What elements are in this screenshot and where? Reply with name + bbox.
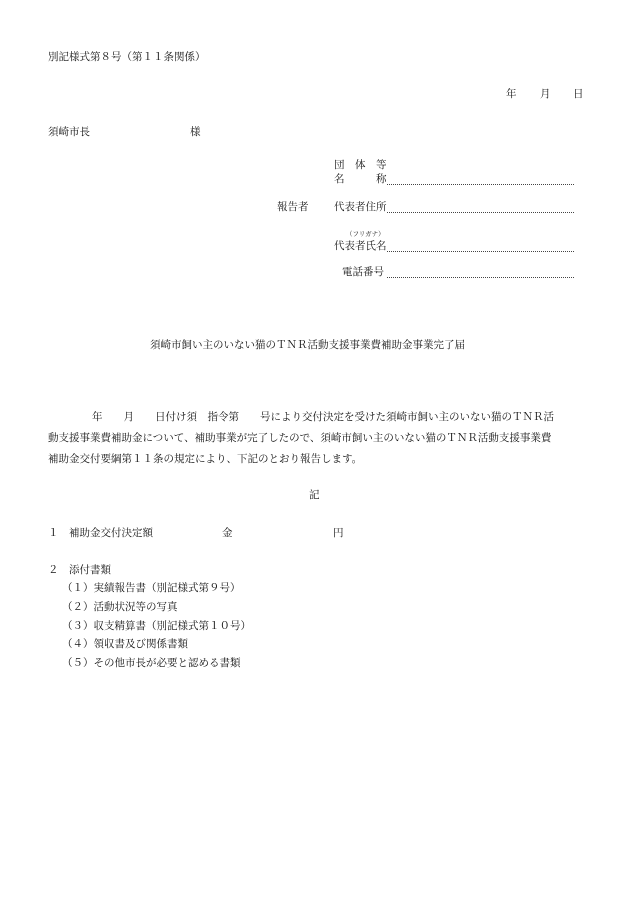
ki-heading: 記 [309, 489, 320, 501]
date-month: 月 [540, 88, 551, 100]
item1-number: １ [48, 527, 59, 539]
rep-name-field[interactable] [387, 251, 574, 252]
date-year: 年 [506, 88, 517, 100]
org-name-field[interactable] [387, 184, 574, 185]
attachment-item: （５）その他市長が必要と認める書類 [62, 657, 241, 669]
org-label-line2-b: 称 [376, 173, 387, 185]
org-label-line2-a: 名 [334, 173, 345, 185]
attachment-item: （２）活動状況等の写真 [62, 601, 178, 613]
date-day: 日 [573, 88, 584, 100]
addressee-honorific: 様 [190, 126, 201, 138]
attachment-item: （１）実績報告書（別記様式第９号） [62, 582, 241, 594]
body-line-2: 動支援事業費補助金について、補助事業が完了したので、須崎市飼い主のいない猫のＴＮＲ活動支援事業費 [48, 432, 552, 444]
document-title: 須崎市飼い主のいない猫のＴＮＲ活動支援事業費補助金事業完了届 [150, 339, 465, 351]
item2-number: ２ [48, 564, 59, 576]
body-line-1 [48, 407, 588, 428]
phone-label: 電話番号 [342, 266, 384, 278]
addressee-name: 須崎市長 [48, 126, 90, 138]
address-field[interactable] [387, 212, 574, 213]
org-label-line1: 団 体 等 [334, 159, 387, 171]
rep-name-label: 代表者氏名 [334, 240, 387, 252]
furigana-label: （フリガナ） [346, 230, 385, 238]
phone-field[interactable] [387, 277, 574, 278]
item1-unit: 円 [333, 527, 344, 539]
address-label: 代表者住所 [334, 201, 387, 213]
reporter-label: 報告者 [277, 201, 309, 213]
item1-label: 補助金交付決定額 [69, 527, 153, 539]
form-number: 別記様式第８号（第１１条関係） [48, 51, 206, 63]
attachment-item: （４）領収書及び関係書類 [62, 638, 188, 650]
item1-currency-prefix: 金 [222, 527, 233, 539]
item2-label: 添付書類 [69, 564, 111, 576]
body-paragraph [48, 407, 588, 470]
attachment-item: （３）収支精算書（別記様式第１０号） [62, 620, 251, 632]
body-line-1-text: 年 月 日付け須 指令第 号により交付決定を受けた須崎市飼い主のいない猫のＴＮＲ活 [92, 411, 554, 423]
body-line-3: 補助金交付要綱第１１条の規定により、下記のとおり報告します。 [48, 453, 363, 465]
